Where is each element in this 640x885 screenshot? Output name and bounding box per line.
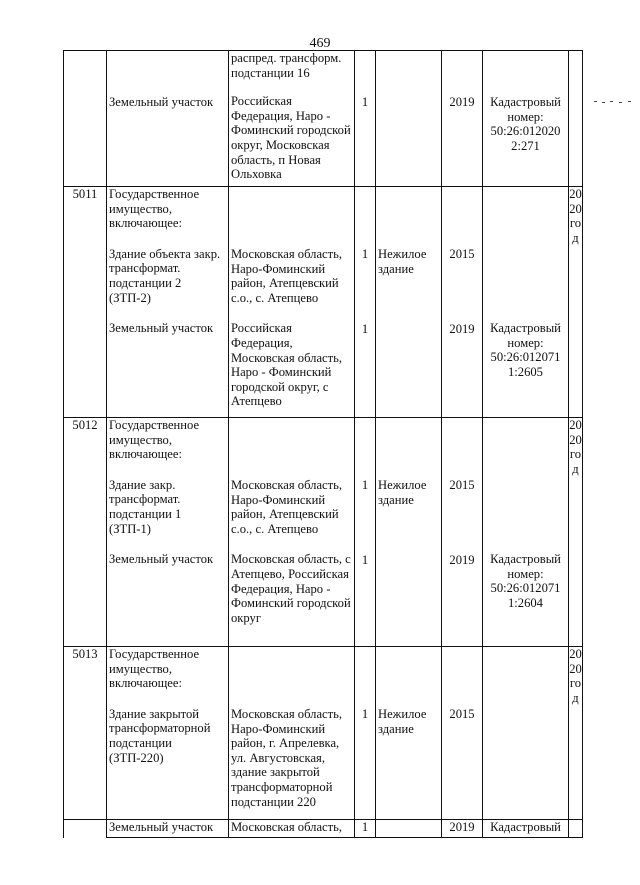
description-cell	[107, 187, 229, 418]
address-cell	[229, 51, 355, 187]
address-cell	[229, 418, 355, 647]
scan-artifacts	[592, 100, 636, 104]
type-cell	[376, 187, 442, 418]
building-qty: 1	[361, 478, 369, 492]
record-title: Государственное имущество, включающее:	[109, 647, 200, 691]
year-cell	[442, 647, 483, 820]
address-head: распред. трансформ. подстанции 16	[231, 51, 342, 80]
end-year: 2020 год	[569, 418, 583, 647]
note-cell	[483, 187, 569, 418]
address-cell	[229, 187, 355, 418]
land-name: Земельный участок	[109, 95, 214, 109]
quantity-cell	[355, 187, 376, 418]
quantity-cell	[355, 647, 376, 820]
note-cell	[483, 51, 569, 187]
land-note: Кадастровый номер: 50:26:012071 1:2604	[490, 552, 561, 610]
building-year: 2015	[449, 478, 475, 492]
quantity-cell	[355, 51, 376, 187]
table-row-continuation	[64, 51, 583, 187]
land-note: Кадастровый номер: 50:26:012020 2:271	[490, 95, 561, 153]
end-year: 2020 год	[569, 647, 583, 820]
description-cell	[107, 418, 229, 647]
record-title: Государственное имущество, включающее:	[109, 187, 200, 231]
land-address: Российская Федерация, Наро - Фоминский городской округ, Московская область, п Новая Ольховка	[231, 94, 351, 182]
building-name: Здание объекта закр. трансформат. подстанции 2 (ЗТП-2)	[109, 246, 221, 305]
land-qty: 1	[361, 321, 369, 336]
table-row-5011	[64, 187, 583, 418]
land-qty: 1	[361, 552, 369, 567]
land-year: 2019	[449, 321, 475, 336]
record-number: 5011	[64, 187, 107, 418]
description-cell	[107, 647, 229, 820]
land-name: Земельный участок	[109, 552, 214, 567]
land-note: Кадастровый	[483, 820, 569, 838]
end-year: 2020 год	[569, 187, 583, 418]
record-number: 5013	[64, 647, 107, 820]
building-year: 2015	[449, 247, 475, 261]
end-cell	[569, 51, 583, 187]
address-cell	[229, 647, 355, 820]
note-cell	[483, 418, 569, 647]
end-cell	[569, 820, 583, 838]
building-name: Здание закр. трансформат. подстанции 1 (ЗТП-1)	[109, 477, 182, 536]
type-cell	[376, 647, 442, 820]
record-number-cell	[64, 820, 107, 838]
building-address: Московская область, Наро-Фоминский район, Атепцевский с.о., с. Атепцево	[231, 247, 343, 305]
land-qty: 1	[355, 820, 376, 838]
table-row-5013	[64, 647, 583, 820]
land-address: Московская область, с Атепцево, Российская Федерация, Наро - Фоминский городской округ	[231, 552, 351, 625]
land-qty: 1	[361, 95, 369, 109]
table-row-5013-land	[64, 820, 583, 838]
building-qty: 1	[361, 707, 369, 721]
type-cell	[376, 418, 442, 647]
property-table	[63, 50, 583, 838]
note-cell	[483, 647, 569, 820]
table-row-5012	[64, 418, 583, 647]
land-note: Кадастровый номер: 50:26:012071 1:2605	[490, 321, 561, 379]
land-year: 2019	[449, 95, 475, 109]
land-address: Российская Федерация, Московская область, Наро - Фоминский городской округ, с Атепцево	[231, 321, 343, 409]
land-year: 2019	[449, 552, 475, 567]
land-name: Земельный участок	[109, 321, 214, 336]
page-number: 469	[309, 36, 331, 51]
building-name: Здание закрытой трансформаторной подстанции (ЗТП-220)	[109, 706, 211, 765]
record-number: 5012	[64, 418, 107, 647]
type-cell	[376, 51, 442, 187]
building-type: Нежилое здание	[378, 478, 427, 507]
year-cell	[442, 187, 483, 418]
type-cell	[376, 820, 442, 838]
building-address: Московская область, Наро-Фоминский район, Атепцевский с.о., с. Атепцево	[231, 478, 343, 536]
description-cell	[107, 51, 229, 187]
building-address: Московская область, Наро-Фоминский район, г. Апрелевка, ул. Августовская, здание закрытой трансформаторной подстанции 220	[231, 707, 343, 809]
record-title: Государственное имущество, включающее:	[109, 418, 200, 462]
building-type: Нежилое здание	[378, 707, 427, 736]
year-cell	[442, 418, 483, 647]
building-type: Нежилое здание	[378, 247, 427, 276]
building-year: 2015	[449, 707, 475, 721]
land-name: Земельный участок	[107, 820, 229, 838]
building-qty: 1	[361, 247, 369, 261]
land-address: Московская область,	[229, 820, 355, 838]
quantity-cell	[355, 418, 376, 647]
year-cell	[442, 51, 483, 187]
record-number-cell	[64, 51, 107, 187]
land-year: 2019	[442, 820, 483, 838]
